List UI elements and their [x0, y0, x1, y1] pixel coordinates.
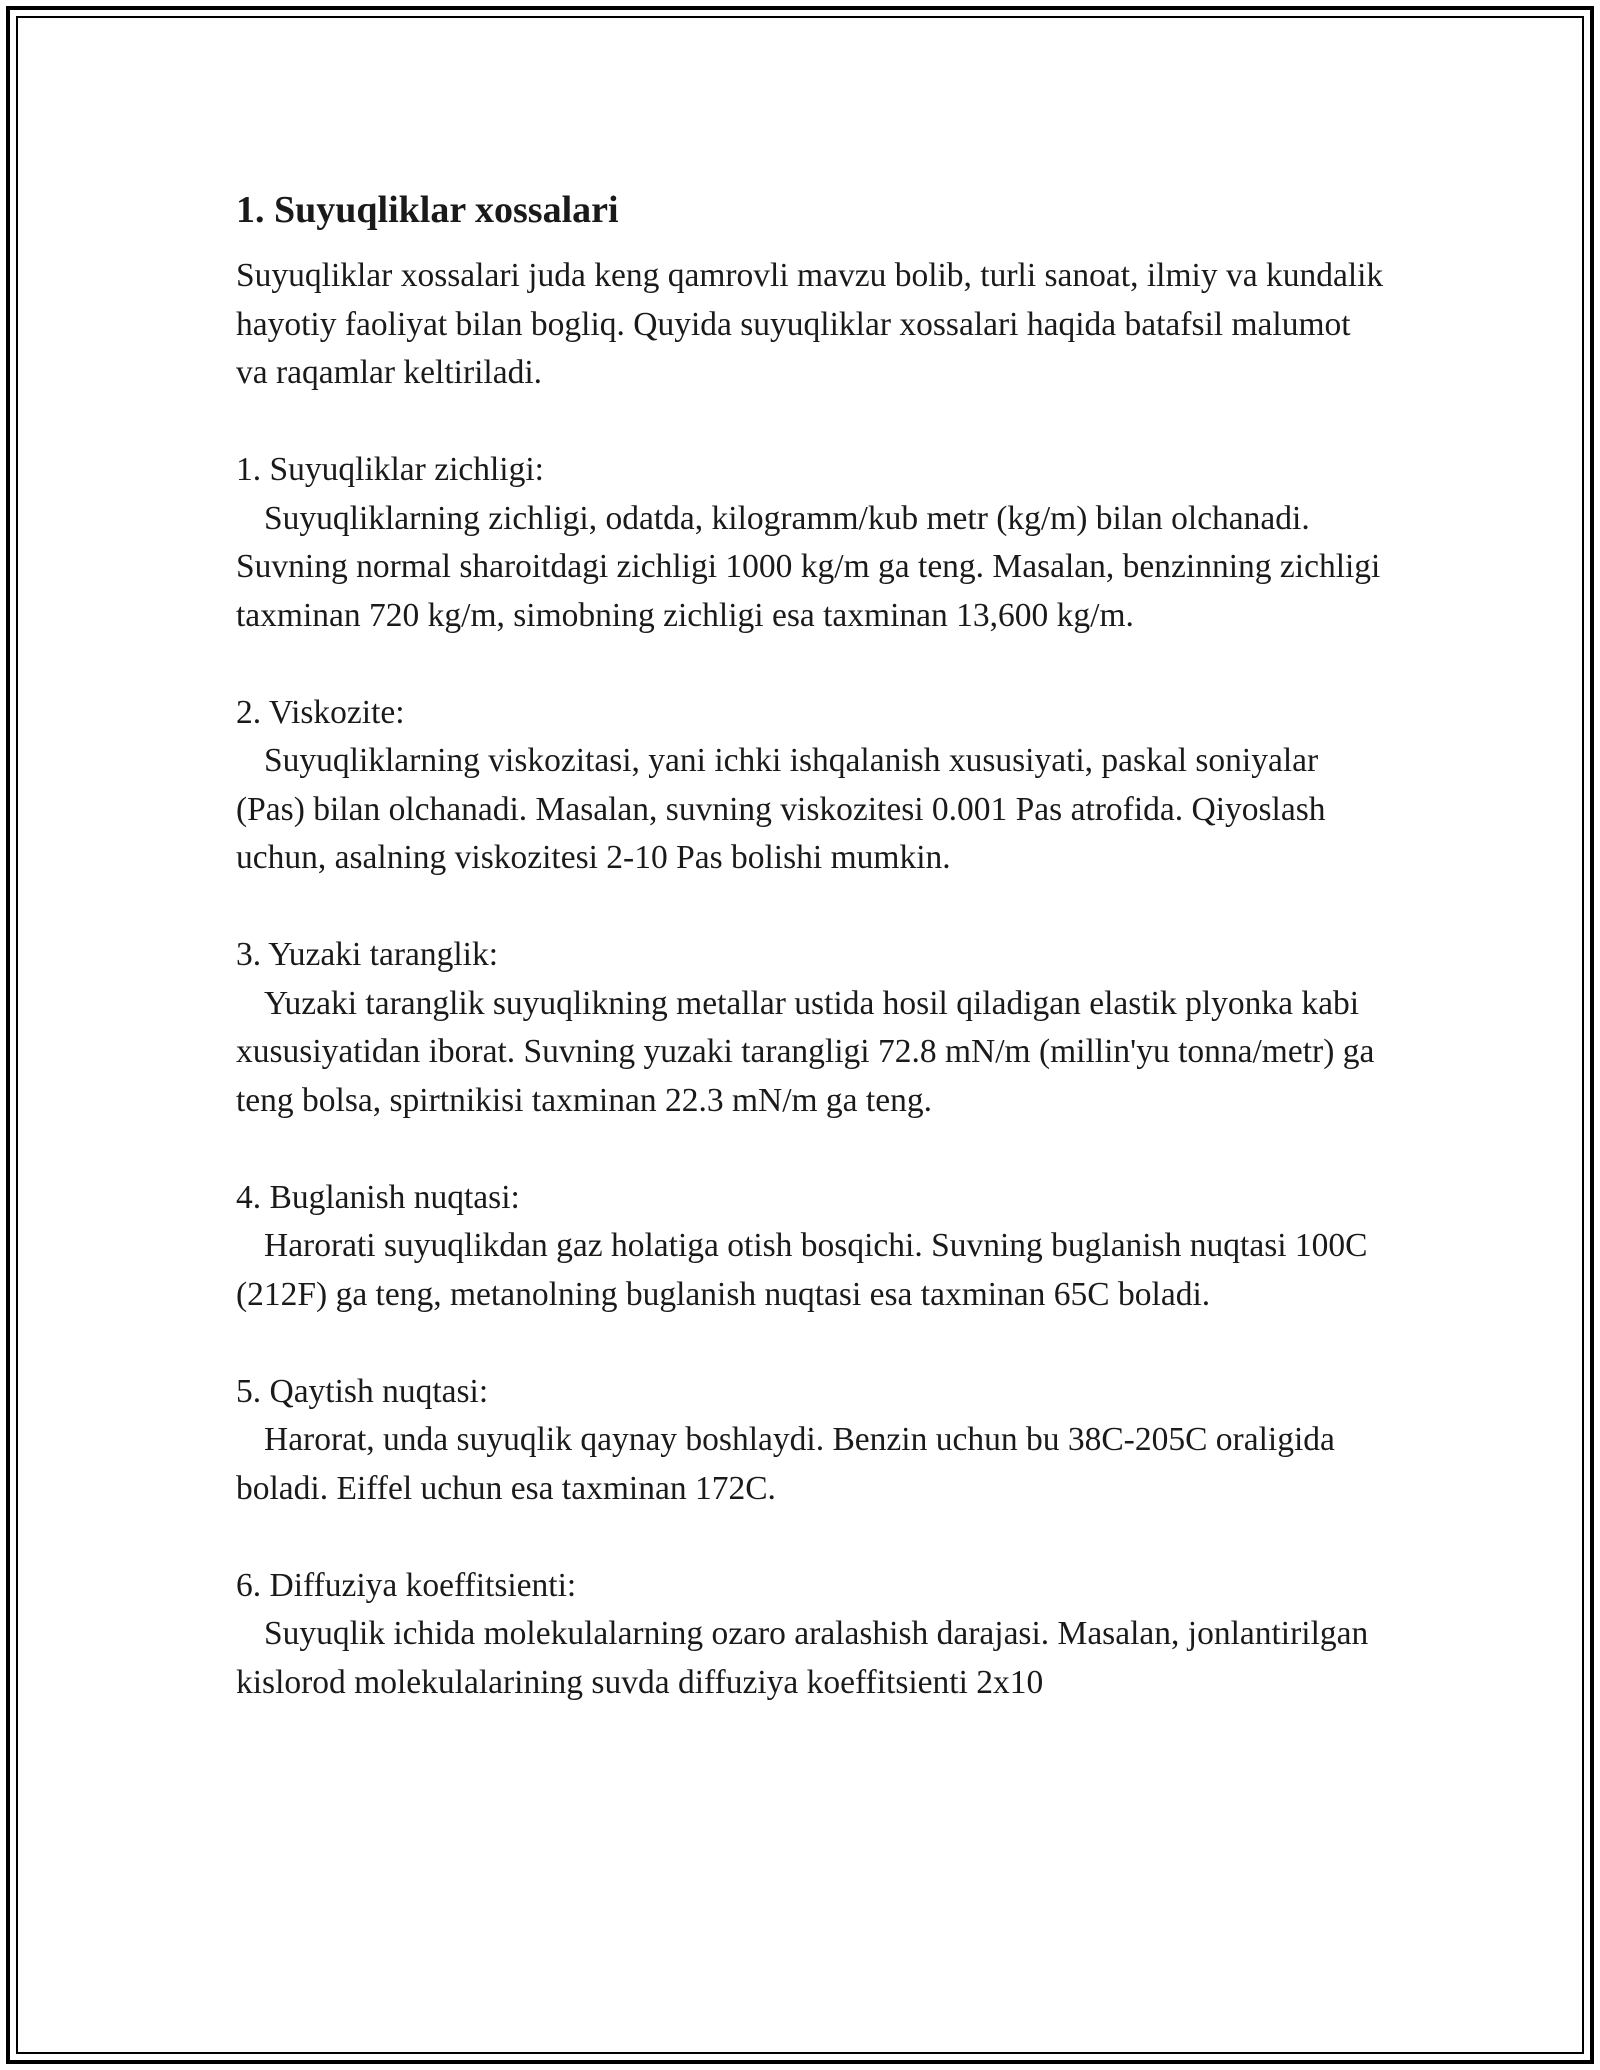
- document-heading: 1. Suyuqliklar xossalari: [236, 189, 619, 231]
- section-body: Harorat, unda suyuqlik qaynay boshlaydi. Benzin uchun bu 38C-205C oraligida boladi. Eiffel uchun esa taxminan 172C.: [236, 1421, 1335, 1507]
- section-evaporation-point: [236, 1174, 1386, 1320]
- section-title: 4. Buglanish nuqtasi:: [236, 1178, 520, 1216]
- section-title: 6. Diffuziya koeffitsienti:: [236, 1566, 577, 1604]
- section-viscosity: [236, 689, 1386, 883]
- section-title: 3. Yuzaki taranglik:: [236, 936, 499, 973]
- section-diffusion-coefficient: [236, 1562, 1386, 1708]
- section-density: [236, 446, 1386, 640]
- intro-paragraph: Suyuqliklar xossalari juda keng qamrovli mavzu bolib, turli sanoat, ilmiy va kundalik hayotiy faoliyat bilan bogliq. Quyida suyuqliklar xossalari haqida batafsil malumot va raqamlar keltiriladi.: [236, 257, 1384, 391]
- section-boiling-point: [236, 1368, 1386, 1514]
- section-body: Yuzaki taranglik suyuqlikning metallar ustida hosil qiladigan elastik plyonka kabi xususiyatidan iborat. Suvning yuzaki tarangligi 72.8 mN/m (millin'yu tonna/metr) ga teng bolsa, spirtnikisi taxminan 22.3 mN/m ga teng.: [236, 984, 1375, 1119]
- section-surface-tension: [236, 931, 1386, 1125]
- document-body: [236, 186, 1386, 1707]
- section-body: Harorati suyuqlikdan gaz holatiga otish bosqichi. Suvning buglanish nuqtasi 100C (212F) ga teng, metanolning buglanish nuqtasi esa taxminan 65C boladi.: [236, 1227, 1368, 1313]
- section-title: 5. Qaytish nuqtasi:: [236, 1372, 489, 1410]
- section-body: Suyuqliklarning zichligi, odatda, kilogramm/kub metr (kg/m) bilan olchanadi. Suvning normal sharoitdagi zichligi 1000 kg/m ga teng. Masalan, benzinning zichligi taxminan 720 kg/m, simobning zichligi esa taxminan 13,600 kg/m.: [236, 499, 1381, 634]
- section-title: 1. Suyuqliklar zichligi:: [236, 451, 544, 488]
- section-body: Suyuqliklarning viskozitasi, yani ichki ishqalanish xususiyati, paskal soniyalar (Pas) bilan olchanadi. Masalan, suvning viskozitesi 0.001 Pas atrofida. Qiyoslash uchun, asalning viskozitesi 2-10 Pas bolishi mumkin.: [236, 742, 1326, 876]
- section-title: 2. Viskozite:: [236, 693, 405, 731]
- section-body: Suyuqlik ichida molekulalarning ozaro aralashish darajasi. Masalan, jonlantirilgan kislorod molekulalarining suvda diffuziya koeffitsienti 2x10: [236, 1615, 1369, 1701]
